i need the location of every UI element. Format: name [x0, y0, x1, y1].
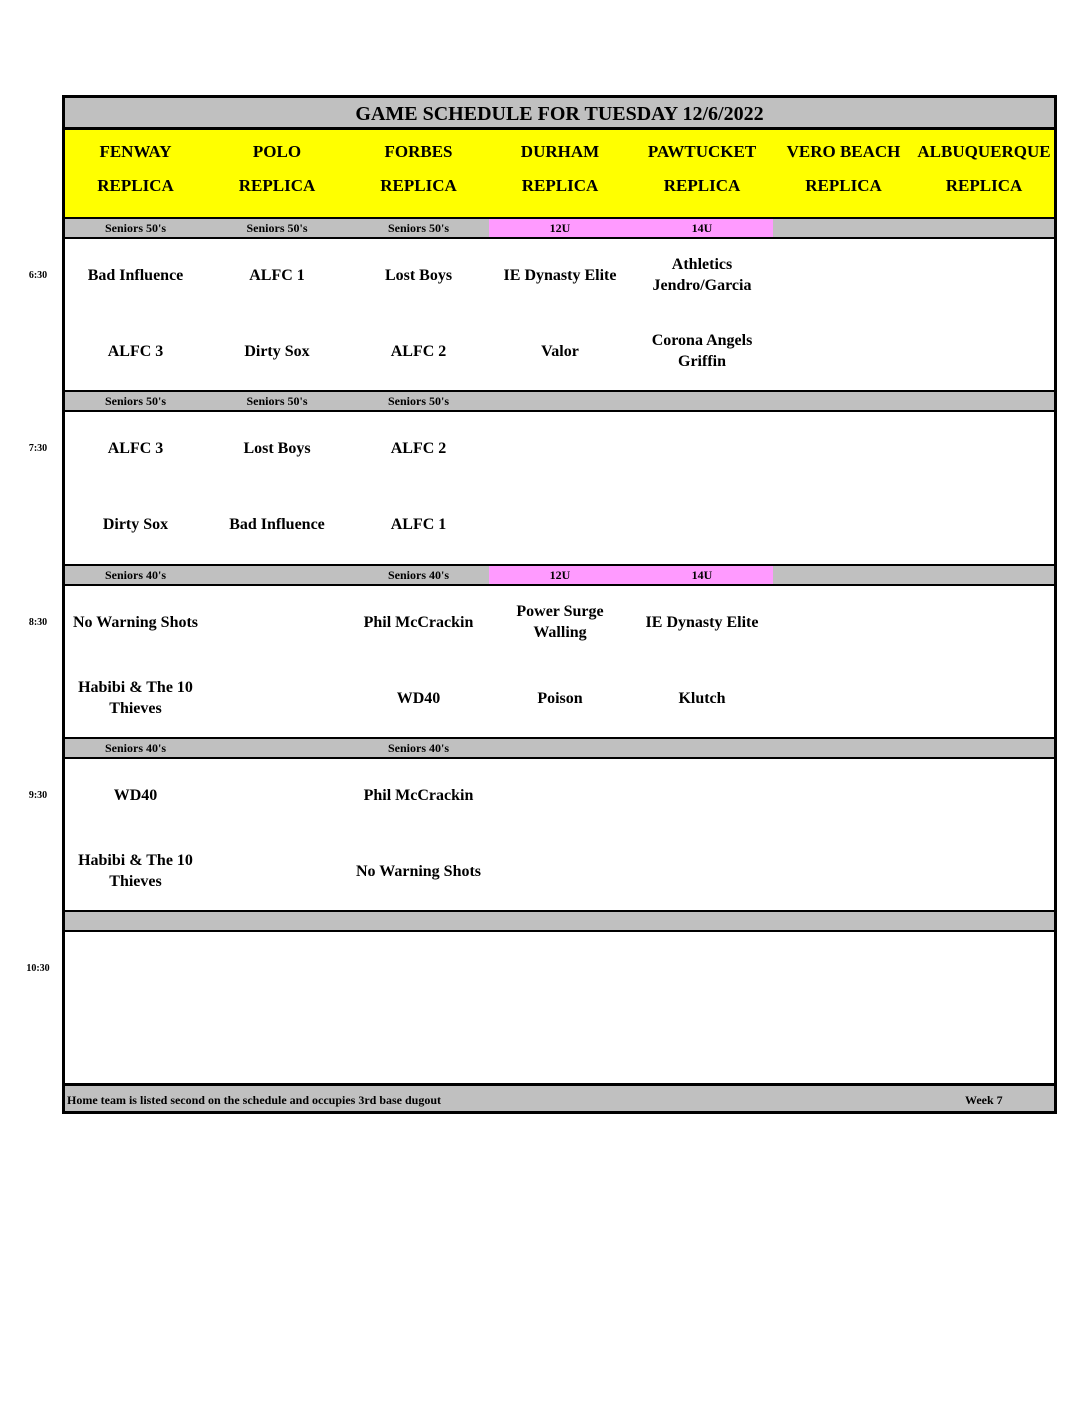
division-label: [773, 217, 917, 239]
home-team: [775, 1021, 912, 1067]
home-team: Bad Influence: [229, 515, 325, 533]
home-team: [916, 675, 1052, 721]
home-team: Habibi & The 10 Thieves: [78, 852, 193, 890]
game-row: [65, 759, 1054, 910]
game-cell: [914, 586, 1054, 737]
game-cell: [773, 586, 917, 737]
field-type: REPLICA: [805, 176, 882, 195]
home-team: Valor: [541, 342, 579, 360]
field-name: PAWTUCKET: [647, 142, 757, 161]
home-team: [916, 328, 1052, 374]
field-header: [348, 130, 492, 217]
away-team: IE Dynasty Elite: [645, 613, 759, 631]
game-cell: [348, 586, 492, 737]
field-name: FENWAY: [99, 142, 172, 161]
game-cell: [489, 586, 634, 737]
division-label: Seniors 40's: [65, 737, 209, 759]
division-label: [489, 737, 634, 759]
division-label: [631, 737, 776, 759]
game-cell: [348, 239, 492, 390]
division-label: 12U: [489, 217, 634, 239]
game-cell: [65, 759, 209, 910]
game-row: [65, 412, 1054, 563]
field-name: POLO: [252, 142, 302, 161]
division-label: Seniors 40's: [348, 737, 492, 759]
division-label: Seniors 50's: [348, 390, 492, 412]
away-team: ALFC 2: [390, 439, 447, 457]
game-cell: [65, 932, 209, 1083]
away-team: [775, 425, 912, 471]
home-team: No Warning Shots: [355, 862, 482, 880]
game-cell: [206, 239, 351, 390]
away-team: Lost Boys: [384, 266, 453, 284]
field-header: [773, 130, 917, 217]
home-team: [775, 675, 912, 721]
field-header: [206, 130, 351, 217]
game-cell: [489, 412, 634, 563]
home-team: [208, 1021, 346, 1067]
game-cell: [914, 412, 1054, 563]
away-team: ALFC 3: [107, 439, 164, 457]
division-row: [65, 217, 1054, 239]
away-team: Bad Influence: [87, 266, 184, 284]
division-label: [773, 910, 917, 932]
field-type: REPLICA: [238, 176, 316, 195]
away-team: [208, 772, 346, 818]
game-cell: [65, 239, 209, 390]
home-team: Dirty Sox: [102, 515, 169, 533]
division-label: [489, 910, 634, 932]
away-team: [67, 945, 204, 991]
field-type: REPLICA: [380, 176, 457, 195]
home-team: Poison: [537, 689, 583, 707]
home-team: [67, 1021, 204, 1067]
schedule-sheet: [62, 95, 1057, 1114]
division-label: 14U: [631, 564, 776, 586]
game-cell: [914, 932, 1054, 1083]
game-cell: [65, 586, 209, 737]
division-row: [65, 390, 1054, 412]
division-label: 14U: [631, 217, 776, 239]
away-team: [916, 599, 1052, 645]
home-team: [916, 501, 1052, 547]
game-cell: [631, 932, 776, 1083]
game-row: [65, 239, 1054, 390]
footer-note: Home team is listed second on the schedule and occupies 3rd base dugout: [67, 1093, 442, 1107]
division-label: Seniors 50's: [65, 217, 209, 239]
division-label: Seniors 40's: [65, 564, 209, 586]
footer: [65, 1083, 1054, 1111]
schedule-title: GAME SCHEDULE FOR TUESDAY 12/6/2022: [65, 98, 1054, 130]
away-team: [350, 945, 487, 991]
away-team: [775, 945, 912, 991]
home-team: ALFC 2: [390, 342, 447, 360]
field-header: [489, 130, 634, 217]
game-cell: [348, 932, 492, 1083]
away-team: [916, 772, 1052, 818]
away-team: [916, 425, 1052, 471]
away-team: Phil McCrackin: [363, 613, 474, 631]
away-team: [633, 945, 771, 991]
division-label: [914, 217, 1054, 239]
home-team: [775, 501, 912, 547]
away-team: [633, 425, 771, 471]
game-cell: [631, 412, 776, 563]
time-label: 9:30: [28, 790, 48, 801]
home-team: [491, 848, 629, 894]
field-type: REPLICA: [521, 176, 599, 195]
division-label: [206, 910, 351, 932]
home-team: [633, 848, 771, 894]
away-team: Athletics Jendro/Garcia: [652, 256, 752, 294]
game-cell: [206, 586, 351, 737]
away-team: Lost Boys: [243, 439, 311, 457]
away-team: [775, 252, 912, 298]
division-label: Seniors 50's: [65, 390, 209, 412]
division-label: [348, 910, 492, 932]
field-name: VERO BEACH: [786, 142, 901, 161]
home-team: ALFC 3: [107, 342, 164, 360]
field-name: ALBUQUERQUE: [917, 142, 1051, 161]
field-header: [914, 130, 1054, 217]
away-team: [916, 252, 1052, 298]
home-team: ALFC 1: [390, 515, 447, 533]
division-label: [773, 390, 917, 412]
home-team: [350, 1021, 487, 1067]
home-team: [775, 848, 912, 894]
division-label: [773, 737, 917, 759]
game-cell: [773, 932, 917, 1083]
game-cell: [348, 759, 492, 910]
division-label: [65, 910, 209, 932]
division-label: Seniors 40's: [348, 564, 492, 586]
time-label: 7:30: [28, 443, 48, 454]
field-name: FORBES: [384, 142, 453, 161]
time-label: 10:30: [26, 963, 50, 974]
game-cell: [631, 759, 776, 910]
home-team: Habibi & The 10 Thieves: [78, 679, 193, 717]
home-team: [491, 501, 629, 547]
division-label: [489, 390, 634, 412]
division-label: [773, 564, 917, 586]
home-team: [633, 501, 771, 547]
game-cell: [773, 239, 917, 390]
home-team: [775, 328, 912, 374]
away-team: WD40: [113, 786, 158, 804]
time-label: 8:30: [28, 617, 48, 628]
away-team: [491, 425, 629, 471]
game-cell: [631, 586, 776, 737]
game-row: [65, 586, 1054, 737]
game-cell: [489, 932, 634, 1083]
field-type: REPLICA: [945, 176, 1023, 195]
field-name: DURHAM: [520, 142, 600, 161]
game-cell: [348, 412, 492, 563]
home-team: Corona Angels Griffin: [651, 332, 753, 370]
field-header: [631, 130, 776, 217]
time-label: 6:30: [28, 270, 48, 281]
game-cell: [631, 239, 776, 390]
away-team: ALFC 1: [249, 266, 305, 284]
game-row: [65, 932, 1054, 1083]
game-cell: [206, 932, 351, 1083]
game-cell: [773, 759, 917, 910]
division-label: [914, 390, 1054, 412]
division-row: [65, 737, 1054, 759]
game-cell: [65, 412, 209, 563]
field-type: REPLICA: [663, 176, 741, 195]
week-label: Week 7: [965, 1093, 1003, 1107]
field-header: [65, 130, 209, 217]
division-label: [914, 564, 1054, 586]
away-team: [208, 599, 346, 645]
division-label: 12U: [489, 564, 634, 586]
away-team: [208, 945, 346, 991]
division-label: Seniors 50's: [348, 217, 492, 239]
game-cell: [206, 759, 351, 910]
away-team: IE Dynasty Elite: [503, 266, 617, 284]
division-label: Seniors 50's: [206, 390, 351, 412]
division-label: [914, 910, 1054, 932]
field-header-row: [65, 130, 1054, 217]
away-team: [633, 772, 771, 818]
home-team: [208, 675, 346, 721]
home-team: [916, 1021, 1052, 1067]
home-team: [491, 1021, 629, 1067]
away-team: Phil McCrackin: [363, 786, 474, 804]
away-team: [775, 772, 912, 818]
away-team: Power Surge Walling: [516, 603, 604, 641]
division-label: Seniors 50's: [206, 217, 351, 239]
home-team: WD40: [396, 689, 441, 707]
game-cell: [206, 412, 351, 563]
game-cell: [489, 239, 634, 390]
home-team: Klutch: [678, 689, 726, 707]
home-team: [633, 1021, 771, 1067]
game-cell: [489, 759, 634, 910]
division-label: [206, 737, 351, 759]
home-team: Dirty Sox: [244, 342, 310, 360]
home-team: [208, 848, 346, 894]
away-team: [491, 772, 629, 818]
division-label: [631, 390, 776, 412]
away-team: [775, 599, 912, 645]
division-label: [206, 564, 351, 586]
away-team: [916, 945, 1052, 991]
game-cell: [773, 412, 917, 563]
field-type: REPLICA: [97, 176, 174, 195]
home-team: [916, 848, 1052, 894]
away-team: [491, 945, 629, 991]
division-label: [914, 737, 1054, 759]
division-row: [65, 910, 1054, 932]
division-row: [65, 564, 1054, 586]
division-label: [631, 910, 776, 932]
away-team: No Warning Shots: [72, 613, 199, 631]
game-cell: [914, 759, 1054, 910]
game-cell: [914, 239, 1054, 390]
